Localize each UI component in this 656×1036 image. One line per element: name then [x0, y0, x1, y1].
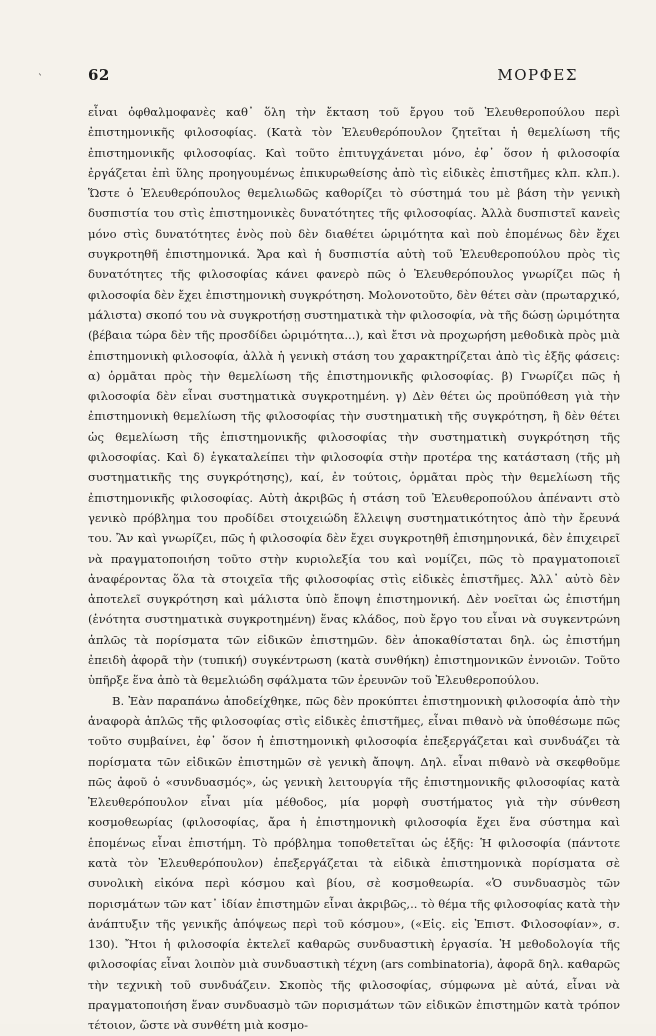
page-number: 62 [88, 66, 110, 84]
paragraph: Β. Ἐὰν παραπάνω ἀποδείχθηκε, πῶς δὲν προκύπτει ἐπιστημονικὴ φιλοσοφία ἀπὸ τὴν ἀναφορὰ ἁπλῶς τῆς φιλοσοφίας στὶς εἰδικὲς ἐπιστῆμες, εἶναι πιθανὸ νὰ ὑποθέσωμε πῶς τοῦτο συμβαίνει, ἐφ᾿ ὅσον ἡ ἐπιστημονικὴ φιλοσοφία ἐπεξεργάζεται καὶ συνδυάζει τὰ πορίσματα τῶν εἰδικῶν ἐπιστημῶν σὲ γενικὴ ἄποψη. Δηλ. εἶναι πιθανὸ νὰ σκεφθοῦμε πῶς ἀφοῦ ὁ «συνδυασμός», ὡς γενικὴ λειτουργία τῆς ἐπιστημονικῆς φιλοσοφίας κατὰ Ἐλευθερόπουλον εἶναι μία μέθοδος, μία μορφὴ συστήματος γιὰ τὴν σύνθεση κοσμοθεωρίας (φιλοσοφίας, ἄρα ἡ ἐπιστημονικὴ φιλοσοφία ἔχει ἕνα σύστημα καὶ ἑπομένως εἶναι ἐπιστήμη. Τὸ πρόβλημα τοποθετεῖται ὡς ἑξῆς: Ἡ φιλοσοφία (πάντοτε κατὰ τὸν Ἐλευθερόπουλον) ἐπεξεργάζεται τὰ εἰδικὰ ἐπιστημονικὰ πορίσματα σὲ συνολικὴ εἰκόνα περὶ κόσμου καὶ βίου, σὲ κοσμοθεωρία. «Ὁ συνδυασμὸς τῶν πορισμάτων τῶν κατ᾿ ἰδίαν ἐπιστημῶν εἶναι ἀκριβῶς,.. τὸ θέμα τῆς φιλοσοφίας κατὰ τὴν ἀνάπτυξιν τῆς γενικῆς ἀπόψεως περὶ τοῦ κόσμου», («Εἰς. εἰς Ἐπιστ. Φιλοσοφίαν», σ. 130). Ἤτοι ἡ φιλοσοφία ἐκτελεῖ καθαρῶς συνδυαστικὴ ἐργασία. Ἡ μεθοδολογία τῆς φιλοσοφίας εἶναι λοιπὸν μιὰ συνδυαστικὴ τέχνη (ars combinatoria), ἀφορᾶ δηλ. καθαρῶς τὴν τεχνικὴ τοῦ συνδυάζειν. Σκοπὸς τῆς φιλοσοφίας, σύμφωνα μὲ αὐτά, εἶναι νὰ πραγματοποιήση ἕναν συνδυασμὸ τῶν πορισμάτων τῶν εἰδικῶν ἐπιστημῶν κατὰ τρόπον τέτοιον, ὥστε νὰ συνθέτη μιὰ κοσμο- [88, 693, 620, 1033]
margin-mark: ` [38, 74, 43, 85]
paragraph: εἶναι ὀφθαλμοφανὲς καθ᾿ ὅλη τὴν ἔκταση τοῦ ἔργου τοῦ Ἐλευθεροπούλου περὶ ἐπιστημονικῆς φιλοσοφίας. (Κατὰ τὸν Ἐλευθερόπουλον ζητεῖται ἡ θεμελίωση τῆς ἐπιστημονικῆς φιλοσοφίας. Καὶ τοῦτο ἐπιτυγχάνεται μόνο, ἐφ᾿ ὅσον ἡ φιλοσοφία ἐργάζεται ἐπὶ ὕλης προηγουμένως ἐπικυρωθείσης ἀπὸ τὶς εἰδικὲς ἐπιστῆμες κλπ. κλπ.). Ὥστε ὁ Ἐλευθερόπουλος θεμελιωδῶς καθορίζει τὸ σύστημά του μὲ βάση τὴν γενικὴ δυσπιστία του στὶς ἐπιστημονικὲς δυνατότητες τῆς φιλοσοφίας. Ἀλλὰ δυσπιστεῖ κανεὶς μόνο στὶς δυνατότητες ἑνὸς ποὺ δὲν διαθέτει ὡριμότητα καὶ ποὺ ἑπομένως δὲν ἔχει συγκροτηθῆ ἐπιστημονικά. Ἄρα καὶ ἡ δυσπιστία αὐτὴ τοῦ Ἐλευθεροπούλου πρὸς τὶς δυνατότητες τῆς φιλοσοφίας κάνει φανερὸ πῶς ὁ Ἐλευθερόπουλος γνωρίζει πῶς ἡ φιλοσοφία δὲν ἔχει ἐπιστημονικὴ συγκρότηση. Μολονοτοῦτο, δὲν θέτει σὰν (πρωταρχικό, μάλιστα) σκοπό του νὰ συγκροτήσῃ συστηματικὰ τὴν φιλοσοφία, νὰ τῆς δώσῃ ὡριμότητα (βέβαια τώρα δὲν τῆς προσδίδει ὡριμότητα...), καὶ ἔτσι νὰ προχωρήση μεθοδικὰ πρὸς μιὰ ἐπιστημονικὴ φιλοσοφία, ἀλλὰ ἡ γενικὴ στάση του χαρακτηρίζεται ἀπὸ τὶς ἑξῆς φάσεις: α) ὁρμᾶται πρὸς τὴν θεμελίωση τῆς ἐπιστημονικῆς φιλοσοφίας. β) Γνωρίζει πῶς ἡ φιλοσοφία δὲν εἶναι συστηματικὰ συγκροτημένη. γ) Δὲν θέτει ὡς προϋπόθεση γιὰ τὴν ἐπιστημονικὴ θεμελίωση τῆς φιλοσοφίας τὴν συστηματικὴ τῆς συγκρότηση, ἢ δὲν θέτει ὡς θεμελίωση τῆς ἐπιστημονικῆς φιλοσοφίας τὴν συστηματικὴ συγκρότηση τῆς φιλοσοφίας. Καὶ δ) ἐγκαταλείπει τὴν φιλοσοφία στὴν προτέρα της κατάσταση (τῆς μὴ συστηματικῆς της συγκρότησης), καί, ἐν τούτοις, ὁρμᾶται πρὸς τὴν θεμελίωση τῆς ἐπιστημονικῆς φιλοσοφίας. Αὐτὴ ἀκριβῶς ἡ στάση τοῦ Ἐλευθεροπούλου ἀπέναντι στὸ γενικὸ πρόβλημα του προδίδει στοιχειώδη ἔλλειψη συστηματικότητος ἀπὸ τὴν ἔρευνά του. Ἂν καὶ γνωρίζει, πῶς ἡ φιλοσοφία δὲν ἔχει συγκροτηθῆ ἐπισημηονικά, δὲν ἐπιχειρεῖ νὰ πραγματοποιήση τοῦτο στὴν κυριολεξία του καὶ νομίζει, πῶς τὸ πραγματοποιεῖ ἀναφέροντας ὅλα τὰ στοιχεῖα τῆς φιλοσοφίας στὶς εἰδικὲς ἐπιστῆμες. Ἀλλ᾿ αὐτὸ δὲν ἀποτελεῖ συγκρότηση καὶ μάλιστα ὑπὸ ἔποψη ἐπιστημονική. Δὲν νοεῖται ὡς ἐπιστήμη (ἑνότητα συστηματικὰ συγκροτημένη) ἕνας κλάδος, ποὺ ἔργο του εἶναι νὰ συγκεντρώνη ἁπλῶς τὰ πορίσματα τῶν εἰδικῶν ἐπιστημῶν. δὲν ἀποκαθίσταται δηλ. ὡς ἐπιστήμη ἐπειδὴ ἀφορᾶ τὴν (τυπική) συγκέντρωση (κατὰ συνθήκη) ἐπιστημονικῶν ἐννοιῶν. Τοῦτο ὑπῆρξε ἕνα ἀπὸ τὰ θεμελιώδη σφάλματα τῶν ἐρευνῶν τοῦ Ἐλευθεροπούλου. [88, 105, 620, 688]
body-text [88, 102, 620, 1036]
page-header [88, 66, 578, 90]
running-title: ΜΟΡΦΕΣ [497, 66, 578, 84]
